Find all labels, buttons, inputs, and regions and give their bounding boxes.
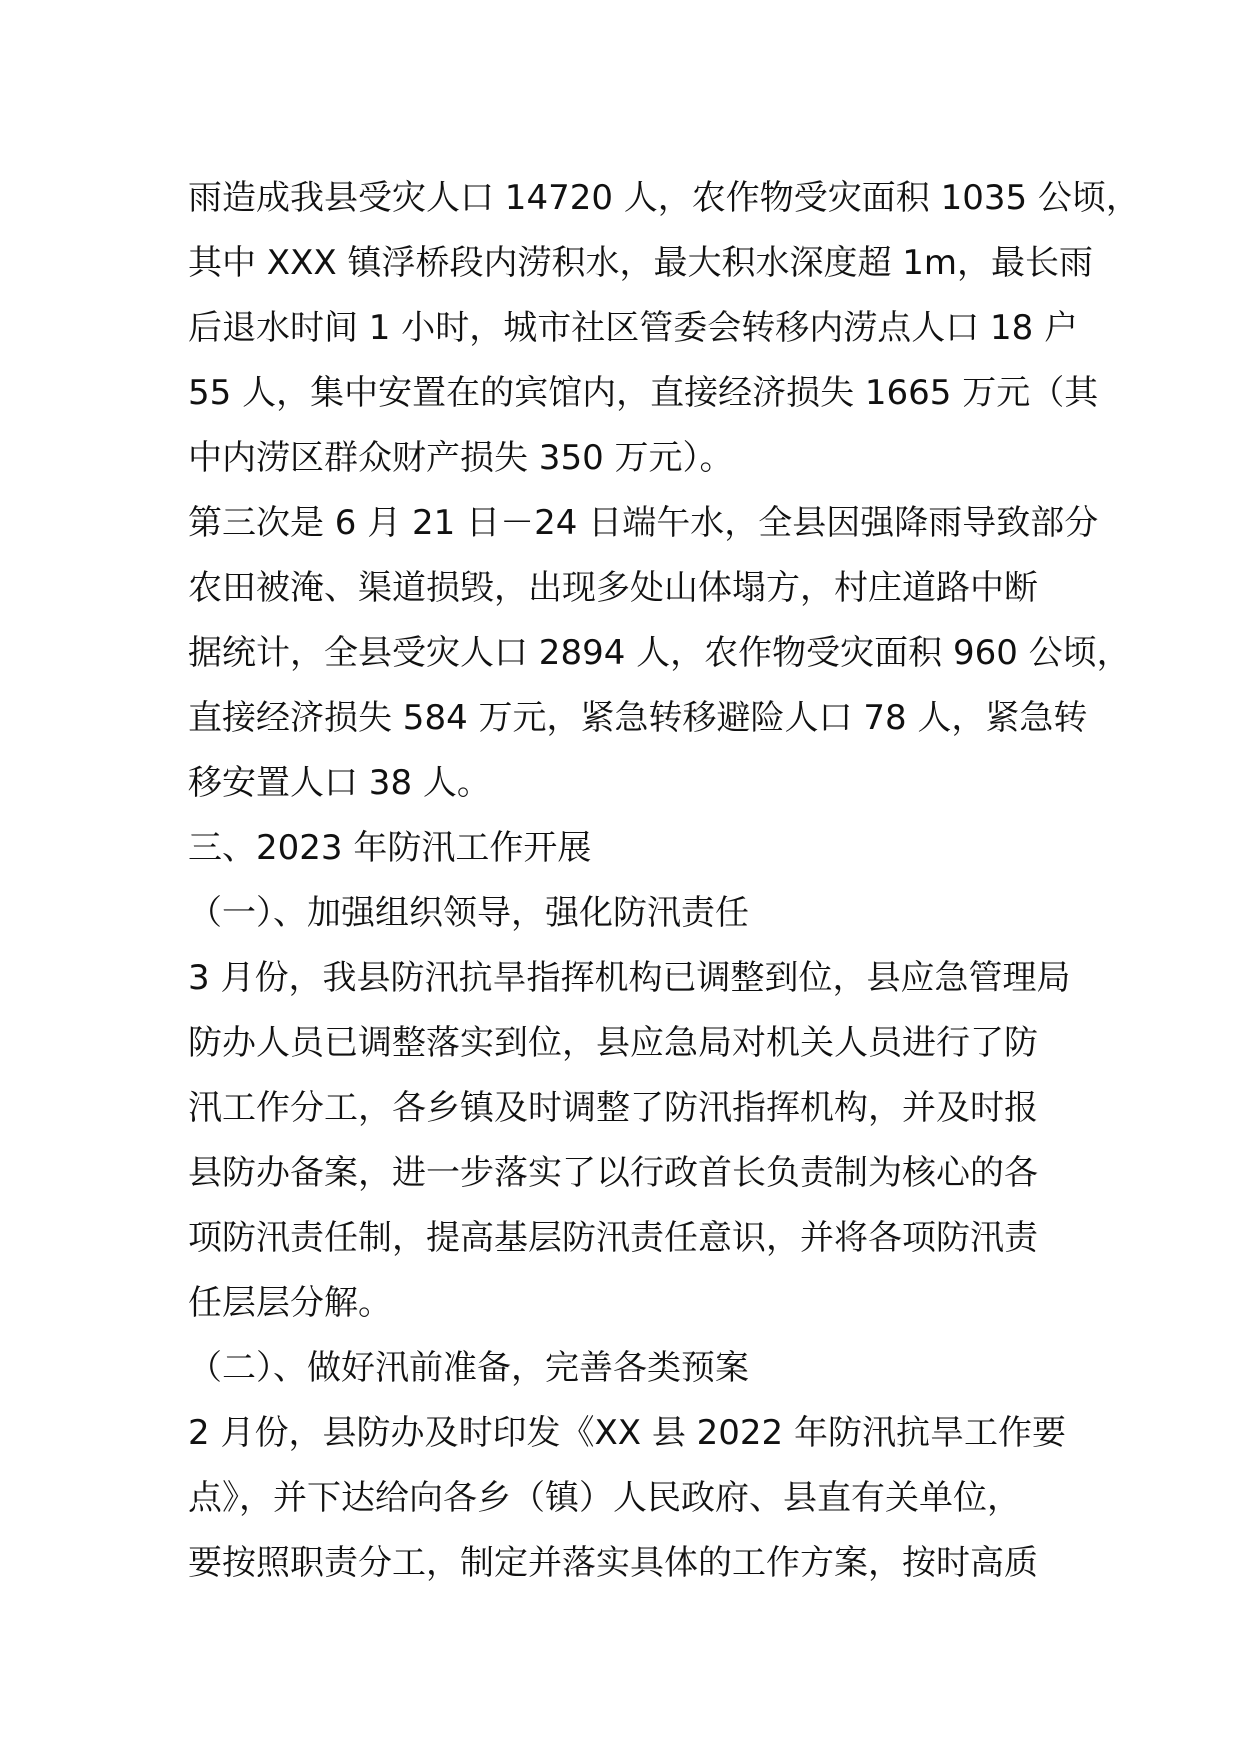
text-line: 项防汛责任制，提高基层防汛责任意识，并将各项防汛责 (188, 1218, 1038, 1258)
text-line: 其中 XXX 镇浮桥段内涝积水，最大积水深度超 1m，最长雨 (188, 243, 1094, 283)
text-line: 中内涝区群众财产损失 350 万元）。 (188, 438, 734, 478)
subsection-heading: （二）、做好汛前准备，完善各类预案 (188, 1348, 749, 1388)
text-line: 据统计，全县受灾人口 2894 人，农作物受灾面积 960 公顷， (188, 633, 1131, 673)
text-line: 移安置人口 38 人。 (188, 763, 491, 803)
subsection-heading: （一）、加强组织领导，强化防汛责任 (188, 893, 749, 933)
text-line: 第三次是 6 月 21 日－24 日端午水，全县因强降雨导致部分 (188, 503, 1099, 543)
text-line: 2 月份，县防办及时印发《XX 县 2022 年防汛抗旱工作要 (188, 1413, 1066, 1453)
text-line: 任层层分解。 (188, 1283, 392, 1323)
text-line: 直接经济损失 584 万元，紧急转移避险人口 78 人，紧急转 (188, 698, 1088, 738)
body-text (188, 166, 1140, 1596)
text-line: 后退水时间 1 小时，城市社区管委会转移内涝点人口 18 户 (188, 308, 1079, 348)
text-line: 点》，并下达给向各乡（镇）人民政府、县直有关单位， (188, 1478, 1021, 1518)
text-line: 农田被淹、渠道损毁，出现多处山体塌方，村庄道路中断 (188, 568, 1038, 608)
text-line: 要按照职责分工，制定并落实具体的工作方案，按时高质 (188, 1543, 1038, 1583)
text-line: 汛工作分工，各乡镇及时调整了防汛指挥机构，并及时报 (188, 1088, 1038, 1128)
text-line: 3 月份，我县防汛抗旱指挥机构已调整到位，县应急管理局 (188, 958, 1071, 998)
section-heading: 三、2023 年防汛工作开展 (188, 828, 592, 868)
text-line: 55 人，集中安置在的宾馆内，直接经济损失 1665 万元（其 (188, 373, 1099, 413)
text-line: 县防办备案，进一步落实了以行政首长负责制为核心的各 (188, 1153, 1038, 1193)
text-line: 防办人员已调整落实到位，县应急局对机关人员进行了防 (188, 1023, 1038, 1063)
text-line: 雨造成我县受灾人口 14720 人，农作物受灾面积 1035 公顷， (188, 178, 1140, 218)
